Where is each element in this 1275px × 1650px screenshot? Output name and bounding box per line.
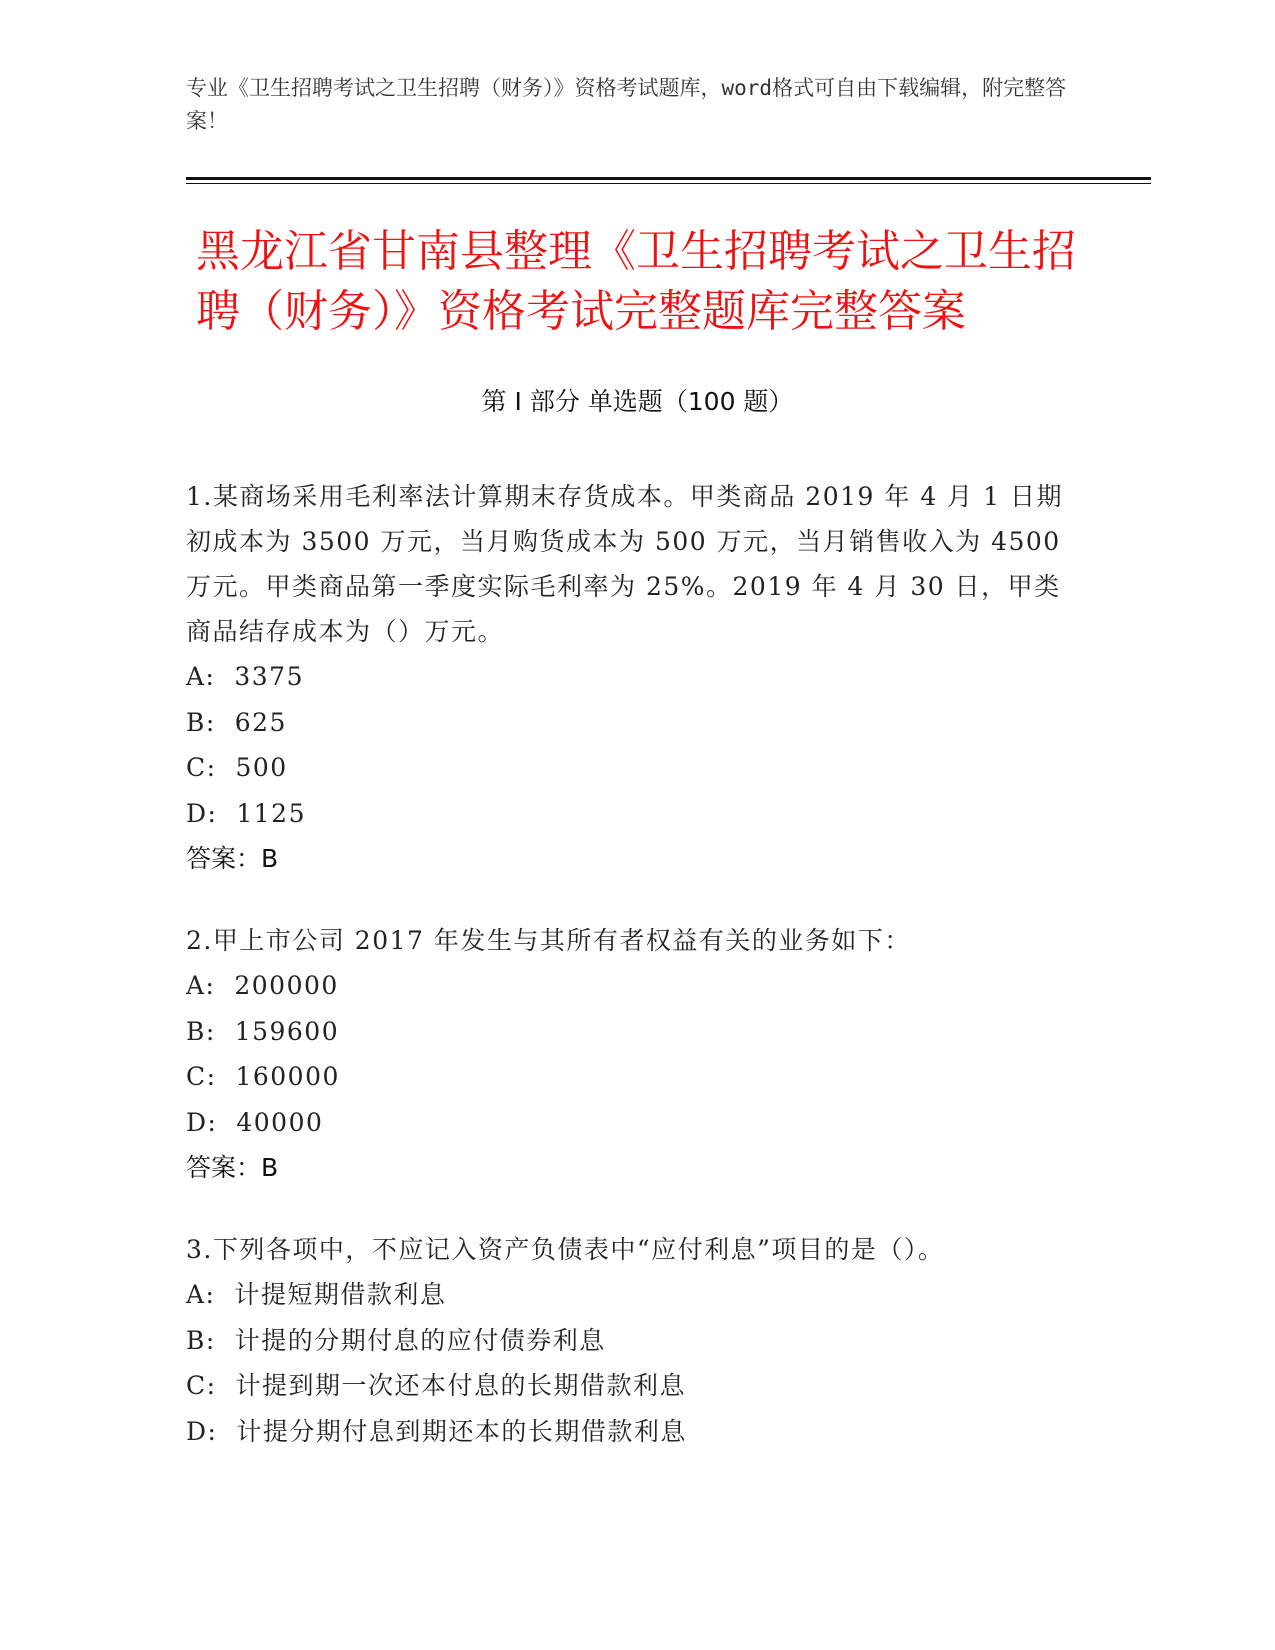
question-1 (186, 474, 1086, 881)
section-heading: 第 I 部分 单选题（100 题） (481, 387, 794, 416)
option-a: A: 200000 (186, 971, 339, 1000)
question-stem: 3.下列各项中，不应记入资产负债表中“应付利息”项目的是（）。 (186, 1235, 945, 1264)
header-note: 专业《卫生招聘考试之卫生招聘（财务）》资格考试题库，word格式可自由下载编辑，附完整答案！ (186, 76, 1067, 133)
question-list (186, 474, 1086, 1491)
option-b: B: 计提的分期付息的应付债券利息 (186, 1325, 606, 1355)
question-stem: 1.某商场采用毛利率法计算期末存货成本。甲类商品 2019 年 4 月 1 日期初成本为 3500 万元，当月购货成本为 500 万元，当月销售收入为 4500 万元。甲类商品第一季度实际毛利率为 25%。2019 年 4 月 30 日，甲类商品结存成本为（）万元。 (186, 482, 1063, 646)
question-2 (186, 918, 1086, 1190)
option-c: C: 计提到期一次还本付息的长期借款利息 (186, 1371, 686, 1400)
document-title: 黑龙江省甘南县整理《卫生招聘考试之卫生招聘（财务）》资格考试完整题库完整答案 (196, 226, 1076, 337)
answer-label: 答案：B (186, 1153, 279, 1182)
option-d: D: 计提分期付息到期还本的长期借款利息 (186, 1416, 687, 1446)
option-c: C: 160000 (186, 1062, 340, 1091)
header-divider-thick (186, 177, 1151, 180)
header-divider-thin (186, 183, 1151, 184)
option-b: B: 625 (186, 707, 287, 737)
option-d: D: 1125 (186, 798, 306, 828)
option-d: D: 40000 (186, 1107, 324, 1137)
option-a: A: 3375 (186, 662, 304, 691)
question-3 (186, 1227, 1086, 1454)
option-a: A: 计提短期借款利息 (186, 1280, 447, 1309)
option-b: B: 159600 (186, 1016, 340, 1046)
option-c: C: 500 (186, 753, 288, 782)
question-stem: 2.甲上市公司 2017 年发生与其所有者权益有关的业务如下： (186, 926, 911, 955)
answer-label: 答案：B (186, 844, 279, 873)
